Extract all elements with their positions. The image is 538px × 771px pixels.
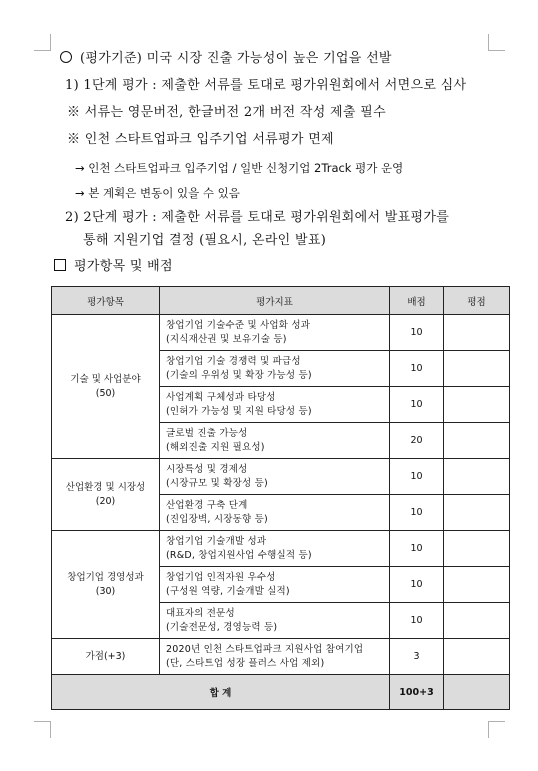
- table-heading-line: [54, 258, 173, 276]
- score-cell: 10: [390, 567, 444, 603]
- total-row: [52, 675, 510, 710]
- indicator-title: 글로벌 진출 가능성: [166, 427, 248, 439]
- rating-cell: [444, 351, 510, 387]
- indicator-cell: [160, 423, 390, 459]
- criteria-heading-line: [60, 50, 392, 68]
- category-points: (30): [95, 585, 116, 597]
- arrow-note-two-track: → 인천 스타트업파크 입주기업 / 일반 신청기업 2Track 평가 운영: [75, 161, 404, 175]
- criteria-heading: (평가기준) 미국 시장 진출 가능성이 높은 기업을 선발: [80, 51, 392, 66]
- indicator-title: 2020년 인천 스타트업파크 지원사업 참여기업: [166, 643, 364, 655]
- crop-mark-bottom-right: [488, 721, 505, 738]
- indicator-cell: [160, 351, 390, 387]
- indicator-title: 시장특성 및 경제성: [166, 463, 248, 475]
- bonus-row: [52, 639, 510, 675]
- score-cell: 20: [390, 423, 444, 459]
- total-rating: [444, 675, 510, 710]
- score-cell: 10: [390, 495, 444, 531]
- category-points: (50): [95, 387, 116, 399]
- indicator-cell: [160, 603, 390, 639]
- step2-text-line1: 2) 2단계 평가 : 제출한 서류를 토대로 평가위원회에서 발표평가를: [65, 210, 450, 225]
- table-heading: 평가항목 및 배점: [74, 259, 173, 274]
- indicator-title: 대표자의 전문성: [166, 607, 235, 619]
- indicator-cell: [160, 315, 390, 351]
- rating-cell: [444, 567, 510, 603]
- table-row: [52, 315, 510, 351]
- indicator-cell: [160, 387, 390, 423]
- rating-cell: [444, 315, 510, 351]
- note-exemption: ※ 인천 스타트업파크 입주기업 서류평가 면제: [67, 132, 334, 147]
- bonus-category: 가점(+3): [52, 639, 160, 675]
- note-bilingual-docs: ※ 서류는 영문버전, 한글버전 2개 버전 작성 제출 필수: [67, 105, 386, 120]
- indicator-title: 사업계획 구체성과 타당성: [166, 391, 276, 403]
- indicator-detail: (기술의 우위성 및 확장 가능성 등): [166, 369, 312, 381]
- indicator-detail: (기술전문성, 경영능력 등): [166, 621, 278, 633]
- score-cell: 10: [390, 459, 444, 495]
- evaluation-table: [51, 286, 510, 710]
- indicator-title: 창업기업 인적자원 우수성: [166, 571, 276, 583]
- header-category: 평가항목: [52, 287, 160, 315]
- header-rating: 평점: [444, 287, 510, 315]
- indicator-title: 창업기업 기술 경쟁력 및 파급성: [166, 355, 301, 367]
- rating-cell: [444, 387, 510, 423]
- arrow-note-change: → 본 계획은 변동이 있을 수 있음: [75, 186, 240, 200]
- category-cell: [52, 459, 160, 531]
- table-row: [52, 459, 510, 495]
- score-cell: 10: [390, 387, 444, 423]
- rating-cell: [444, 603, 510, 639]
- circle-bullet-icon: [60, 51, 72, 63]
- category-points: (20): [95, 495, 116, 507]
- indicator-title: 창업기업 기술수준 및 사업화 성과: [166, 319, 311, 331]
- table-row: [52, 531, 510, 567]
- indicator-detail: (단, 스타트업 성장 플러스 사업 제외): [166, 657, 325, 669]
- rating-cell: [444, 531, 510, 567]
- score-cell: 10: [390, 531, 444, 567]
- score-cell: 10: [390, 315, 444, 351]
- rating-cell: [444, 495, 510, 531]
- indicator-detail: (시장규모 및 확장성 등): [166, 477, 268, 489]
- crop-mark-bottom-left: [34, 721, 51, 738]
- rating-cell: [444, 423, 510, 459]
- step1-text: 1) 1단계 평가 : 제출한 서류를 토대로 평가위원회에서 서면으로 심사: [65, 78, 467, 93]
- rating-cell: [444, 459, 510, 495]
- score-cell: 3: [390, 639, 444, 675]
- indicator-detail: (지식재산권 및 보유기술 등): [166, 333, 287, 345]
- indicator-cell: [160, 639, 390, 675]
- crop-mark-top-left: [34, 34, 51, 51]
- indicator-cell: [160, 495, 390, 531]
- step2-text-line2: 통해 지원기업 결정 (필요시, 온라인 발표): [83, 233, 327, 248]
- category-cell: [52, 315, 160, 459]
- table-header-row: [52, 287, 510, 315]
- indicator-detail: (R&D, 창업지원사업 수행실적 등): [166, 549, 312, 561]
- indicator-cell: [160, 459, 390, 495]
- category-name: 창업기업 경영성과: [67, 571, 144, 583]
- checkbox-square-icon: [54, 259, 66, 271]
- score-cell: 10: [390, 351, 444, 387]
- total-label: 합 계: [52, 675, 390, 710]
- indicator-detail: (구성원 역량, 기술개발 실적): [166, 585, 290, 597]
- indicator-cell: [160, 531, 390, 567]
- indicator-title: 창업기업 기술개발 성과: [166, 535, 267, 547]
- category-cell: [52, 531, 160, 639]
- rating-cell: [444, 639, 510, 675]
- category-name: 기술 및 사업분야: [70, 373, 141, 385]
- crop-mark-top-right: [488, 34, 505, 51]
- total-score: 100+3: [390, 675, 444, 710]
- indicator-detail: (인허가 가능성 및 지원 타당성 등): [166, 405, 312, 417]
- category-name: 산업환경 및 시장성: [65, 481, 146, 493]
- indicator-detail: (해외진출 지원 필요성): [166, 441, 265, 453]
- header-indicator: 평가지표: [160, 287, 390, 315]
- indicator-detail: (진입장벽, 시장동향 등): [166, 513, 268, 525]
- indicator-title: 산업환경 구축 단계: [166, 499, 248, 511]
- header-score: 배점: [390, 287, 444, 315]
- indicator-cell: [160, 567, 390, 603]
- score-cell: 10: [390, 603, 444, 639]
